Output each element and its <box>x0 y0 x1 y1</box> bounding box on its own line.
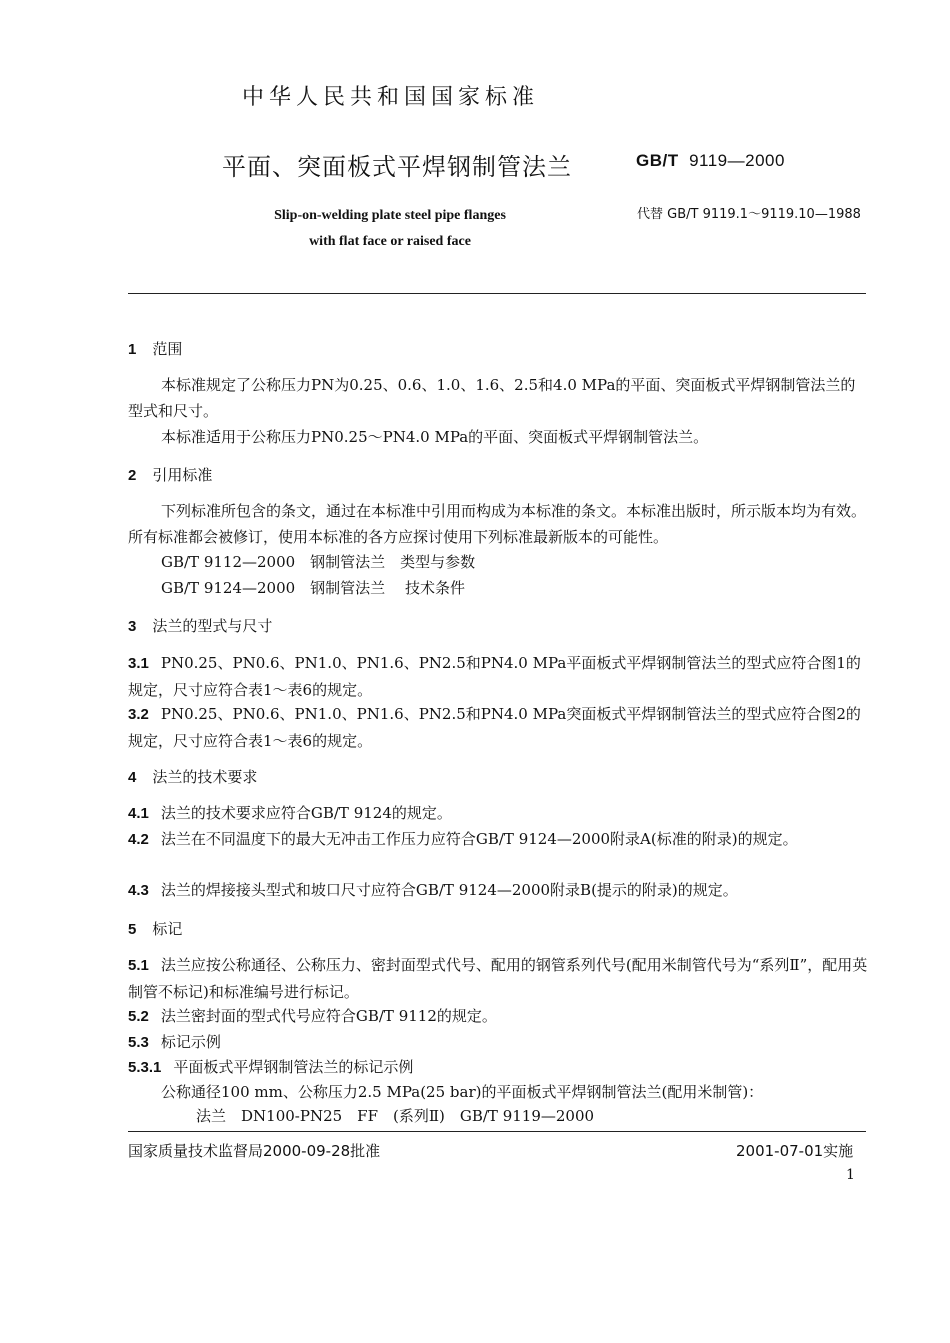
section-5-heading <box>128 918 182 939</box>
clause-5-2-number: 5.2 <box>128 1008 149 1025</box>
section-2-heading <box>128 464 212 485</box>
clause-4-1-number: 4.1 <box>128 805 149 822</box>
clause-5-3-1-text: 平面板式平焊钢制管法兰的标记示例 <box>173 1058 414 1076</box>
implementation-date: 2001-07-01实施 <box>736 1142 854 1160</box>
section-4-heading <box>128 766 257 787</box>
clause-4-3-text: 法兰的焊接接头型式和坡口尺寸应符合GB/T 9124—2000附录B(提示的附录)的规定。 <box>160 881 738 899</box>
clause-4-3-number: 4.3 <box>128 882 149 899</box>
standard-code-number: 9119—2000 <box>689 151 785 170</box>
section-4-number: 4 <box>128 769 137 786</box>
clause-3-1-text: PN0.25、PN0.6、PN1.0、PN1.6、PN2.5和PN4.0 MPa平面板式平焊钢制管法兰的型式应符合图1的规定，尺寸应符合表1～表6的规定。 <box>128 654 861 699</box>
header-divider <box>128 293 866 294</box>
replaces-note: 代替 GB/T 9119.1～9119.10—1988 <box>637 207 861 222</box>
section-1-heading <box>128 338 182 359</box>
document-title-en <box>220 203 560 255</box>
clause-4-3 <box>128 877 868 904</box>
title-en-line1: Slip-on-welding plate steel pipe flanges <box>274 208 506 223</box>
page-number: 1 <box>846 1167 855 1183</box>
reference-gb-t-9112: GB/T 9112—2000 钢制管法兰 类型与参数 <box>161 553 476 571</box>
clause-5-1-number: 5.1 <box>128 957 149 974</box>
section-4-title: 法兰的技术要求 <box>152 768 258 786</box>
marking-example-description: 公称通径100 mm、公称压力2.5 MPa(25 bar)的平面板式平焊钢制管法兰(配用米制管)： <box>161 1083 764 1101</box>
clause-3-2 <box>128 701 868 754</box>
section-5-title: 标记 <box>152 920 183 938</box>
clause-4-1 <box>128 800 868 827</box>
clause-5-1 <box>128 952 868 1005</box>
clause-4-2 <box>128 826 868 853</box>
footer-divider <box>128 1131 866 1132</box>
clause-5-2 <box>128 1003 868 1030</box>
clause-5-3 <box>128 1029 868 1056</box>
section-1-number: 1 <box>128 341 137 358</box>
approval-date: 国家质量技术监督局2000-09-28批准 <box>128 1142 381 1160</box>
clause-5-3-number: 5.3 <box>128 1034 149 1051</box>
standard-code <box>636 151 785 171</box>
clause-4-2-number: 4.2 <box>128 831 149 848</box>
marking-example: 法兰 DN100-PN25 FF (系列Ⅱ) GB/T 9119—2000 <box>196 1107 595 1125</box>
clause-3-2-number: 3.2 <box>128 706 149 723</box>
section-2-title: 引用标准 <box>152 466 213 484</box>
document-title-cn: 平面、突面板式平焊钢制管法兰 <box>222 153 572 181</box>
clause-3-2-text: PN0.25、PN0.6、PN1.0、PN1.6、PN2.5和PN4.0 MPa突面板式平焊钢制管法兰的型式应符合图2的规定，尺寸应符合表1～表6的规定。 <box>128 705 861 750</box>
clause-5-2-text: 法兰密封面的型式代号应符合GB/T 9112的规定。 <box>160 1007 497 1025</box>
section-2-paragraph-1: 下列标准所包含的条文，通过在本标准中引用而构成为本标准的条文。本标准出版时，所示版本均为有效。所有标准都会被修订，使用本标准的各方应探讨使用下列标准最新版本的可能性。 <box>128 502 867 546</box>
clause-3-1 <box>128 650 868 703</box>
standard-code-prefix: GB/T <box>636 151 679 170</box>
section-3-title: 法兰的型式与尺寸 <box>152 617 273 635</box>
clause-5-1-text: 法兰应按公称通径、公称压力、密封面型式代号、配用的钢管系列代号(配用米制管代号为“系列Ⅱ”，配用英制管不标记)和标准编号进行标记。 <box>128 956 868 1001</box>
clause-5-3-1 <box>128 1054 868 1081</box>
clause-4-2-text: 法兰在不同温度下的最大无冲击工作压力应符合GB/T 9124—2000附录A(标准的附录)的规定。 <box>160 830 798 848</box>
national-standard-heading: 中华人民共和国国家标准 <box>242 85 540 110</box>
section-2-number: 2 <box>128 467 137 484</box>
section-1-title: 范围 <box>152 340 183 358</box>
clause-4-1-text: 法兰的技术要求应符合GB/T 9124的规定。 <box>160 804 452 822</box>
clause-3-1-number: 3.1 <box>128 655 149 672</box>
section-3-heading <box>128 615 272 636</box>
clause-5-3-text: 标记示例 <box>160 1033 221 1051</box>
section-1-paragraph-1: 本标准规定了公称压力PN为0.25、0.6、1.0、1.6、2.5和4.0 MPa的平面、突面板式平焊钢制管法兰的型式和尺寸。 <box>128 376 856 420</box>
clause-5-3-1-number: 5.3.1 <box>128 1059 162 1076</box>
reference-gb-t-9124: GB/T 9124—2000 钢制管法兰 技术条件 <box>161 579 465 597</box>
section-3-number: 3 <box>128 618 137 635</box>
section-5-number: 5 <box>128 921 137 938</box>
title-en-line2: with flat face or raised face <box>309 234 471 249</box>
section-1-paragraph-2: 本标准适用于公称压力PN0.25～PN4.0 MPa的平面、突面板式平焊钢制管法兰。 <box>161 428 709 446</box>
